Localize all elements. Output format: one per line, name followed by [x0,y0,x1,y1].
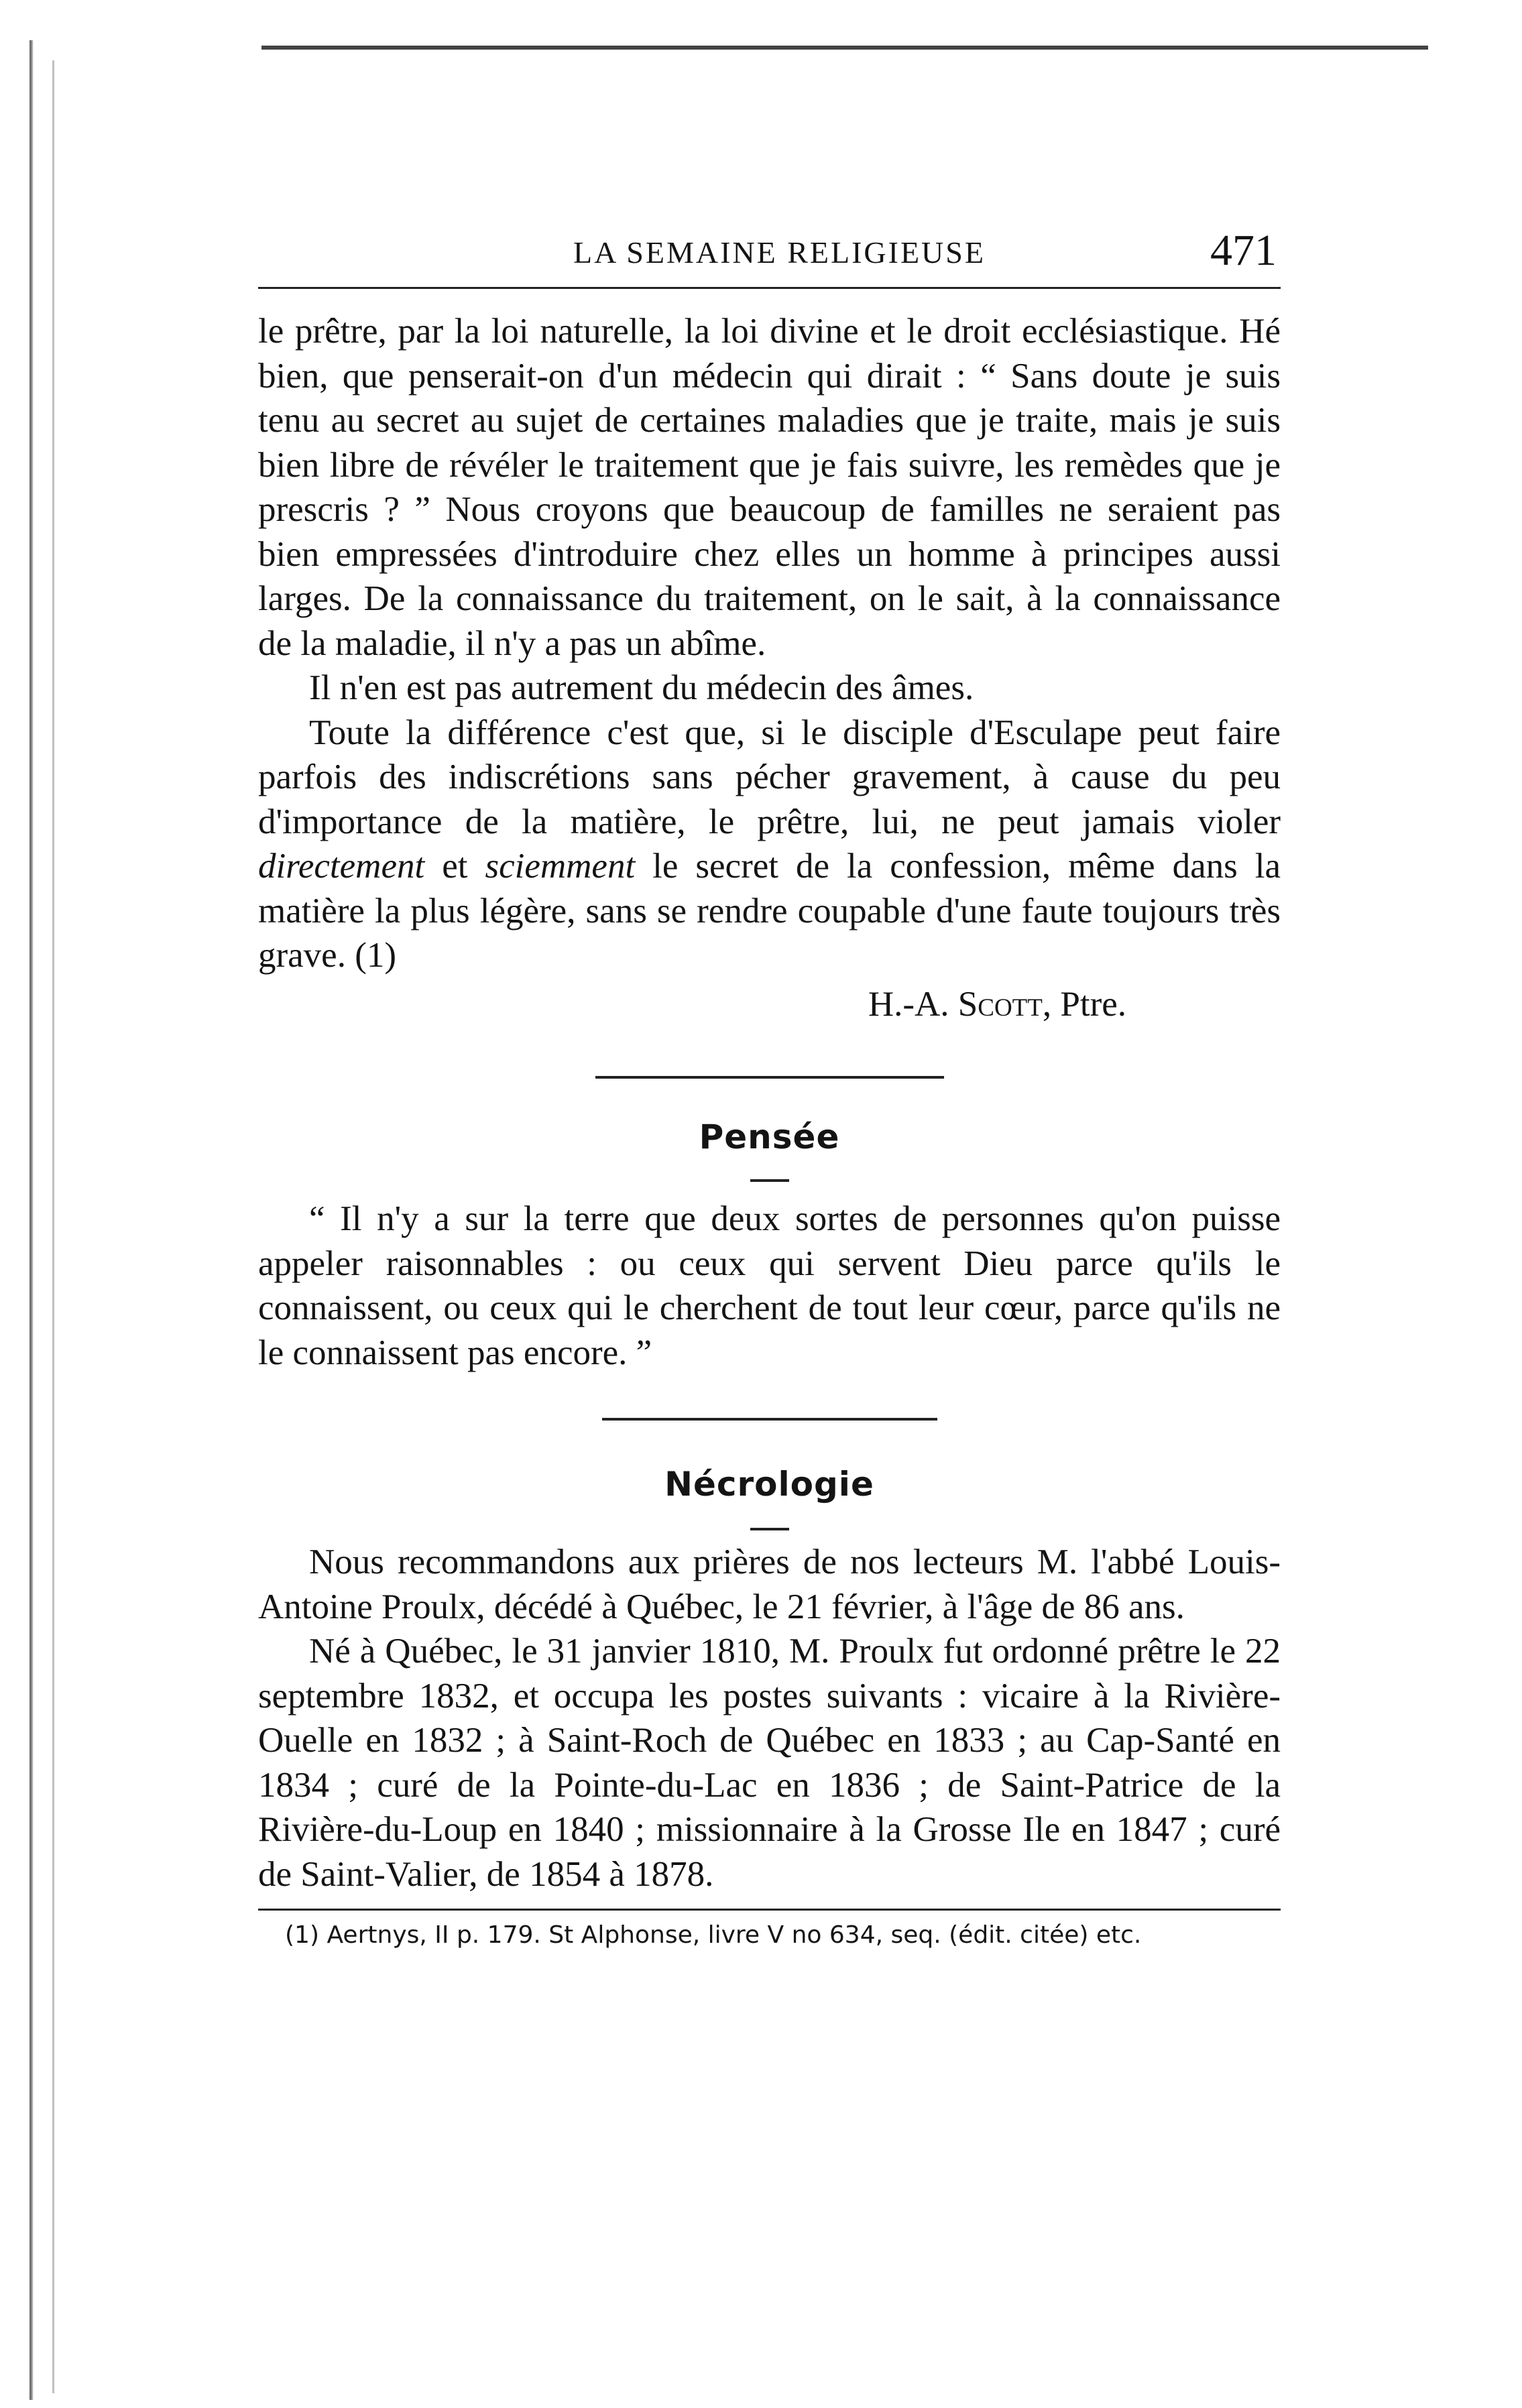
emphasis-sciemment: sciemment [485,847,636,886]
scan-binding-edge [30,40,34,2400]
article-paragraph-1: le prêtre, par la loi naturelle, la loi divine et le droit ecclésiastique. Hé bien, que penserait-on d'un médecin qui dirait : “ Sans doute je suis tenu au secret au sujet de certaines maladies que je traite, mais je suis bien libre de révéler le traitement que je fais suivre, les remèdes que je prescris ? ” Nous croyons que beaucoup de familles ne seraient pas bien empressées d'introduire chez elles un homme à principes aussi larges. De la connaissance du traitement, on le sait, à la connaissance de la maladie, il n'y a pas un abîme. [258,312,1281,663]
scan-binding-shadow [52,60,54,2393]
running-header [258,221,1281,282]
pensee-quote: “ Il n'y a sur la terre que deux sortes de personnes qu'on puisse appeler raisonnables : ou ceux qui servent Dieu parce qu'ils le connaissent, ou ceux qui le cherchent de tout leur cœur, parce qu'ils ne le connaissent pas encore. ” [258,1199,1281,1372]
emphasis-directement: directement [258,847,425,886]
signature-name: H.-A. Scott, [868,984,1052,1024]
book-page [258,221,1281,1951]
header-rule [258,287,1281,289]
article-paragraph-3 [258,711,1281,978]
scan-top-rule [261,46,1428,50]
paragraph-3-text-b: et [442,847,468,886]
page-number: 471 [1210,226,1277,275]
author-signature [258,982,1281,1027]
article-paragraph-2: Il n'en est pas autrement du médecin des âmes. [309,668,974,707]
necrologie-section [258,1540,1281,1897]
article-ending [258,309,1281,1026]
signature-title: Ptre. [1060,984,1126,1024]
paragraph-3-text-a: Toute la différence c'est que, si le disciple d'Esculape peut faire parfois des indiscrétions sans pécher gravement, à cause du peu d'importance de la matière, le prêtre, lui, ne peut jamais violer [258,713,1281,841]
section-separator-1 [595,1076,944,1079]
necrologie-title: Nécrologie [664,1465,874,1504]
necrologie-paragraph-1: Nous recommandons aux prières de nos lecteurs M. l'abbé Louis-Antoine Proulx, décédé à Québec, le 21 février, à l'âge de 86 ans. [258,1543,1281,1626]
footnote: (1) Aertnys, II p. 179. St Alphonse, livre V no 634, seq. (édit. citée) etc. [285,1921,1142,1949]
necrologie-paragraph-2: Né à Québec, le 31 janvier 1810, M. Proulx fut ordonné prêtre le 22 septembre 1832, et occupa les postes suivants : vicaire à la Rivière-Ouelle en 1832 ; à Saint-Roch de Québec en 1833 ; au Cap-Santé en 1834 ; curé de la Pointe-du-Lac en 1836 ; de Saint-Patrice de la Rivière-du-Loup en 1840 ; missionnaire à la Grosse Ile en 1847 ; curé de Saint-Valier, de 1854 à 1878. [258,1632,1281,1894]
pensee-title: Pensée [699,1118,840,1156]
running-title: LA SEMAINE RELIGIEUSE [573,235,986,269]
footnote-rule [258,1909,1281,1911]
pensee-section [258,1197,1281,1375]
pensee-title-dash [750,1179,789,1182]
section-separator-2 [602,1418,937,1421]
necrologie-title-dash [750,1528,789,1530]
paragraph-3-text-c: le secret de la confession, même dans la matière la plus légère, sans se rendre coupable d'une faute toujours très grave. (1) [258,847,1281,975]
